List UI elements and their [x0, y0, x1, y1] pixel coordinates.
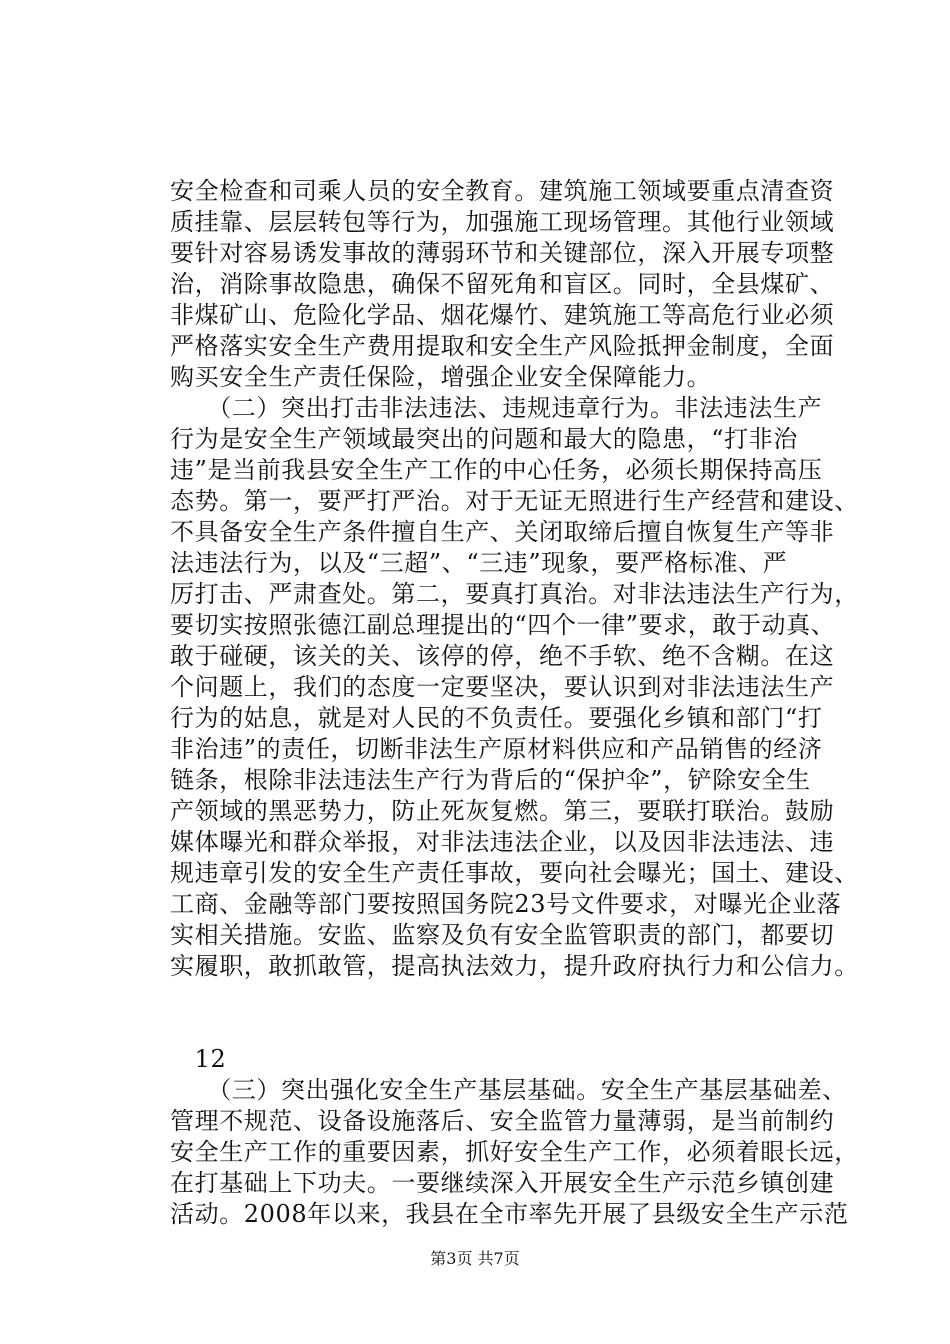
text-line: 治，消除事故隐患，确保不留死角和盲区。同时，全县煤矿、: [170, 270, 835, 298]
text-line: 链条，根除非法违法生产行为背后的“保护伞”，铲除安全生: [170, 766, 811, 794]
text-line: 活动。2008年以来，我县在全市率先开展了县级安全生产示范: [170, 1200, 849, 1228]
page-marker: 12: [170, 1045, 227, 1073]
paragraph-gap: [170, 982, 860, 1044]
text-line: 态势。第一，要严打严治。对于无证无照进行生产经营和建设、: [170, 487, 859, 515]
text-line: 在打基础上下功夫。一要继续深入开展安全生产示范乡镇创建: [170, 1169, 835, 1197]
text-line: 厉打击、严肃查处。第二，要真打真治。对非法违法生产行为，: [170, 580, 859, 608]
text-line: 管理不规范、设备设施落后、安全监管力量薄弱，是当前制约: [170, 1107, 835, 1135]
text-line: 媒体曝光和群众举报，对非法违法企业，以及因非法违法、违: [170, 828, 835, 856]
text-line: 规违章引发的安全生产责任事故，要向社会曝光；国土、建设、: [170, 859, 859, 887]
text-line: 法违法行为，以及“三超”、“三违”现象，要严格标准、严: [170, 549, 788, 577]
text-line: （二）突出打击非法违法、违规违章行为。非法违法生产: [170, 394, 823, 422]
text-line: 个问题上，我们的态度一定要坚决，要认识到对非法违法生产: [170, 673, 835, 701]
text-line: 非煤矿山、危险化学品、烟花爆竹、建筑施工等高危行业必须: [170, 301, 835, 329]
text-line: 行为的姑息，就是对人民的不负责任。要强化乡镇和部门“打: [170, 704, 823, 732]
paragraph-1: [170, 176, 860, 393]
text-line: 行为是安全生产领域最突出的问题和最大的隐患，“打非治: [170, 425, 798, 453]
text-line: 严格落实安全生产费用提取和安全生产风险抵押金制度，全面: [170, 332, 835, 360]
text-line: 工商、金融等部门要按照国务院23号文件要求，对曝光企业落: [170, 890, 842, 918]
text-line: 安全生产工作的重要因素，抓好安全生产工作，必须着眼长远，: [170, 1138, 859, 1166]
paragraph-3: [170, 1075, 860, 1230]
text-line: 不具备安全生产条件擅自生产、关闭取缔后擅自恢复生产等非: [170, 518, 835, 546]
text-line: 实相关措施。安监、监察及负有安全监管职责的部门，都要切: [170, 921, 835, 949]
text-line: 产领域的黑恶势力，防止死灰复燃。第三，要联打联治。鼓励: [170, 797, 835, 825]
page-number: 第3页 共7页: [430, 1249, 520, 1268]
text-line: 实履职，敢抓敢管，提高执法效力，提升政府执行力和公信力。: [170, 952, 859, 980]
text-line: （三）突出强化安全生产基层基础。安全生产基层基础差、: [170, 1076, 847, 1104]
text-line: 非治违”的责任，切断非法生产原材料供应和产品销售的经济: [170, 735, 823, 763]
text-line: 要切实按照张德江副总理提出的“四个一律”要求，敢于动真、: [170, 611, 836, 639]
text-line: 质挂靠、层层转包等行为，加强施工现场管理。其他行业领域: [170, 208, 835, 236]
text-line: 安全检查和司乘人员的安全教育。建筑施工领域要重点清查资: [170, 177, 835, 205]
document-body: [170, 176, 860, 1230]
text-line: 要针对容易诱发事故的薄弱环节和关键部位，深入开展专项整: [170, 239, 835, 267]
paragraph-2: [170, 393, 860, 982]
text-line: 敢于碰硬，该关的关、该停的停，绝不手软、绝不含糊。在这: [170, 642, 835, 670]
text-line: 违”是当前我县安全生产工作的中心任务，必须长期保持高压: [170, 456, 823, 484]
page-footer: [0, 1248, 950, 1270]
text-line: 购买安全生产责任保险，增强企业安全保障能力。: [170, 363, 712, 391]
